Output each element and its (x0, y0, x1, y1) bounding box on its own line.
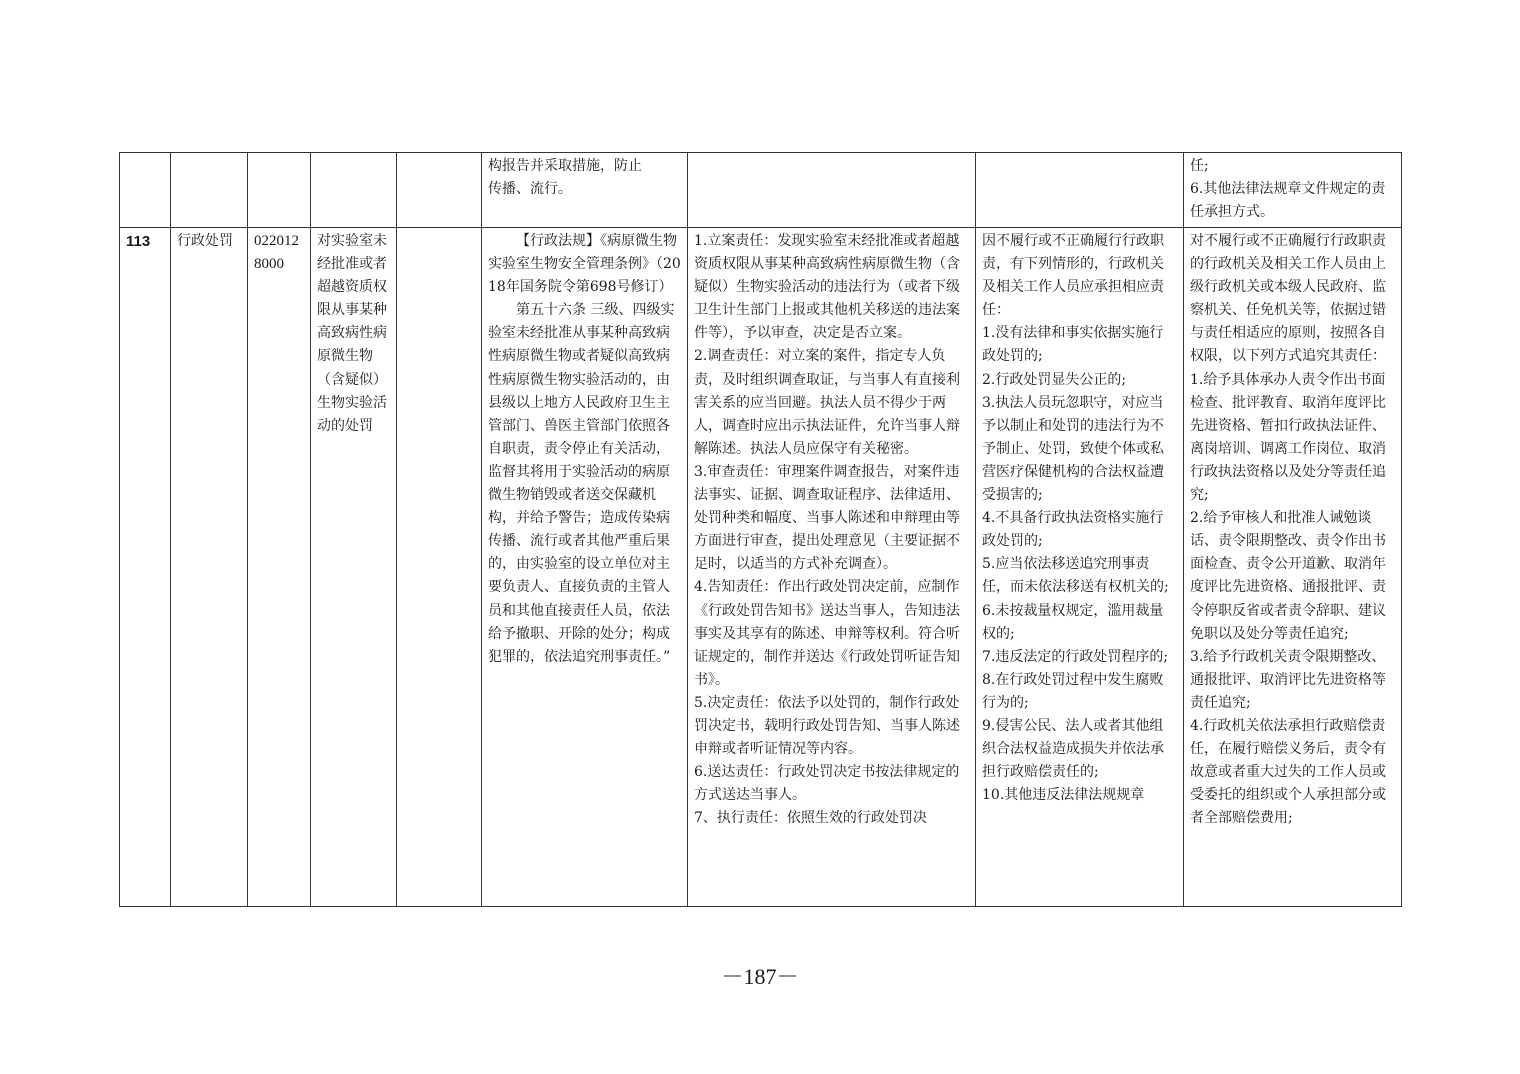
responsibility-item: 1.立案责任：发现实验室未经批准或者超越资质权限从事某种高致病性病原微生物（含疑似）生物实验活动的违法行为（或者下级卫生计生部门上报或其他机关移送的违法案件等），予以审查，决定是否立案。 (694, 233, 960, 342)
method-item: 1.给予具体承办人责令作出书面检查、批评教育、取消年度评比先进资格、暂扣行政执法证件、离岗培训、调离工作岗位、取消行政执法资格以及处分等责任追究; (1190, 371, 1386, 504)
cell-accountability-methods (1184, 228, 1402, 907)
cell-seq (120, 153, 171, 228)
cell-accountability-cases (976, 153, 1184, 228)
table-row-113 (120, 228, 1402, 907)
method-item: 2.给予审核人和批准人诫勉谈话、责令限期整改、责令作出书面检查、责令公开道歉、取消年度评比先进资格、通报批评、责令停职反省或者责令辞职、建议免职以及处分等责任追究; (1190, 510, 1386, 642)
responsibility-item: 5.决定责任：依法予以处罚的，制作行政处罚决定书，载明行政处罚告知、当事人陈述申辩或者听证情况等内容。 (694, 694, 960, 758)
case-item: 1.没有法律和事实依据实施行政处罚的; (982, 325, 1164, 365)
cell-sub-item (397, 153, 482, 228)
cell-sub-item (397, 228, 482, 907)
case-item: 10.其他违反法律法规规章 (982, 787, 1145, 804)
document-table (119, 152, 1402, 907)
basis-paragraph: 【行政法规】《病原微生物实验室生物安全管理条例》（2018年国务院令第698号修订） (488, 233, 681, 296)
page-number: －187－ (721, 964, 799, 989)
case-item: 8.在行政处罚过程中发生腐败行为的; (982, 671, 1164, 711)
method-item: 3.给予行政机关责令限期整改、通报批评、取消评比先进资格等责任追究; (1190, 648, 1386, 711)
basis-paragraph: 第五十六条 三级、四级实验室未经批准从事某种高致病性病原微生物或者疑似高致病性病原微生物实验活动的，由县级以上地方人民政府卫生主管部门、兽医主管部门依照各自职责，责令停止有关活动，监督其将用于实验活动的病原微生物销毁或者送交保藏机构，并给予警告；造成传染病传播、流行或者其他严重后果的，由实验室的设立单位对主要负责人、直接负责的主管人员和其他直接责任人员，依法给予撤职、开除的处分；构成犯罪的，依法追究刑事责任。” (488, 302, 675, 665)
cell-seq (120, 228, 171, 907)
cell-code (248, 153, 311, 228)
responsibility-item: 7、执行责任：依照生效的行政处罚决 (694, 810, 927, 827)
case-item: 6.未按裁量权规定，滥用裁量权的; (982, 602, 1164, 642)
case-item: 7.违反法定的行政处罚程序的; (982, 648, 1169, 665)
item-code: 0220128000 (254, 233, 299, 273)
cell-category (171, 153, 248, 228)
method-line: 6.其他法律法规章文件规定的责任承担方式。 (1190, 181, 1386, 221)
case-item: 4.不具备行政执法资格实施行政处罚的; (982, 510, 1164, 550)
cell-responsibilities (688, 228, 976, 907)
method-item: 对不履行或不正确履行行政职责的行政机关及相关工作人员由上级行政机关或本级人民政府、监察机关、任免机关等，依据过错与责任相适应的原则，按照各自权限，以下列方式追究其责任： (1190, 233, 1386, 365)
case-item: 2.行政处罚显失公正的; (982, 371, 1127, 388)
continued-row (120, 153, 1402, 228)
cell-item-name (311, 153, 397, 228)
cell-accountability-methods (1184, 153, 1402, 228)
item-name: 对实验室未经批准或者超越资质权限从事某种高致病性病原微生物（含疑似）生物实验活动的处罚 (317, 233, 387, 434)
case-item: 因不履行或不正确履行行政职责，有下列情形的，行政机关及相关工作人员应承担相应责任： (982, 233, 1164, 319)
category-text: 行政处罚 (177, 233, 233, 249)
cell-category (171, 228, 248, 907)
cell-responsibilities (688, 153, 976, 228)
responsibility-item: 2.调查责任：对立案的案件，指定专人负责，及时组织调查取证，与当事人有直接利害关系的应当回避。执法人员不得少于两人，调查时应出示执法证件，允许当事人辩解陈述。执法人员应保守有关秘密。 (694, 348, 960, 457)
cell-basis (482, 153, 688, 228)
case-item: 9.侵害公民、法人或者其他组织合法权益造成损失并依法承担行政赔偿责任的; (982, 717, 1164, 781)
case-item: 3.执法人员玩忽职守，对应当予以制止和处罚的违法行为不予制止、处罚，致使个体或私营医疗保健机构的合法权益遭受损害的; (982, 394, 1164, 504)
responsibility-item: 4.告知责任：作出行政处罚决定前，应制作《行政处罚告知书》送达当事人，告知违法事实及其享有的陈述、申辩等权利。符合听证规定的，制作并送达《行政处罚听证告知书》。 (694, 579, 960, 688)
seq-number: 113 (126, 233, 151, 250)
method-item: 4.行政机关依法承担行政赔偿责任，在履行赔偿义务后，责令有故意或者重大过失的工作人员或受委托的组织或个人承担部分或者全部赔偿费用; (1190, 717, 1386, 827)
cell-code (248, 228, 311, 907)
basis-line: 传播、流行。 (488, 181, 572, 198)
cell-item-name (311, 228, 397, 907)
method-line: 任; (1190, 158, 1209, 174)
cell-basis (482, 228, 688, 907)
cell-accountability-cases (976, 228, 1184, 907)
case-item: 5.应当依法移送追究刑事责任，而未依法移送有权机关的; (982, 556, 1169, 596)
responsibility-item: 3.审查责任：审理案件调查报告，对案件违法事实、证据、调查取证程序、法律适用、处罚种类和幅度、当事人陈述和申辩理由等方面进行审查，提出处理意见（主要证据不足时，以适当的方式补充调查）。 (694, 463, 960, 573)
responsibility-item: 6.送达责任：行政处罚决定书按法律规定的方式送达当事人。 (694, 764, 960, 804)
basis-line: 构报告并采取措施，防止 (488, 158, 642, 174)
